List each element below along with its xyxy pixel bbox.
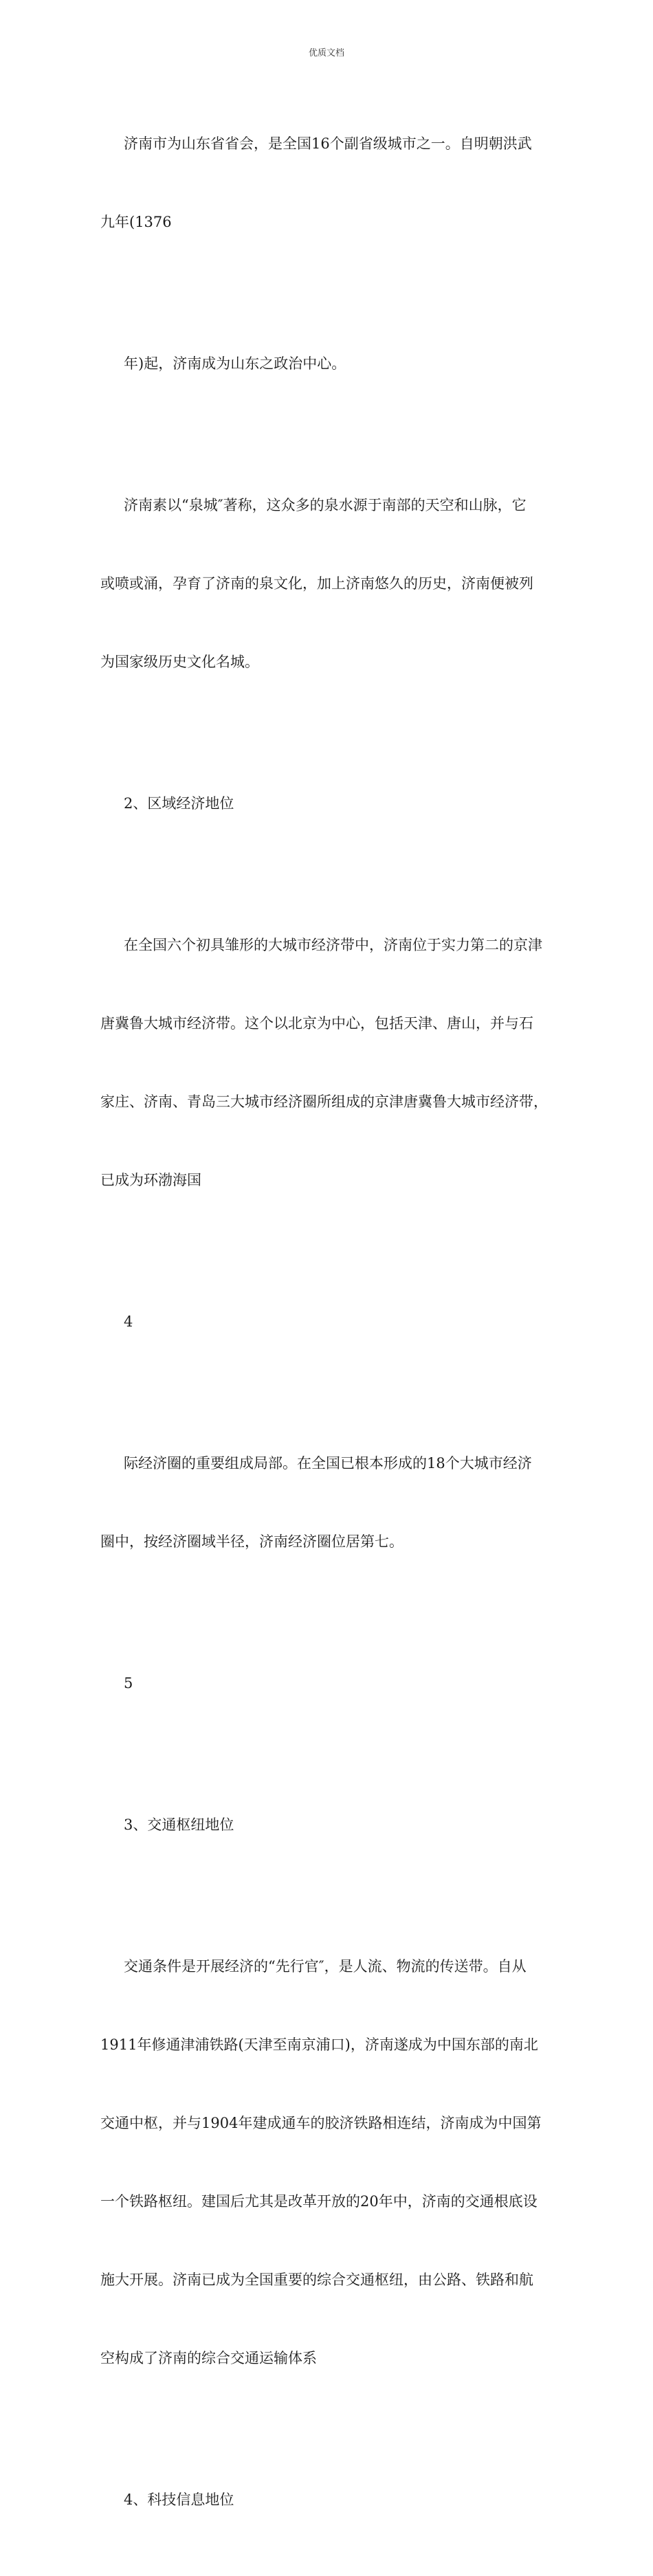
heading-text: 2、区域经济地位	[124, 795, 234, 812]
text-line: 唐冀鲁大城市经济带。这个以北京为中心，包括天津、唐山，并与石	[100, 1015, 533, 1032]
text-line: 一个铁路枢纽。建国后尤其是改革开放的20年中，济南的交通根底设	[100, 2193, 538, 2210]
text-line: 九年(1376	[100, 214, 172, 230]
page-number-marker	[100, 1618, 554, 1748]
paragraph-political-center	[100, 298, 554, 429]
text-line: 1911年修通津浦铁路(天津至南京浦口)，济南遂成为中国东部的南北	[100, 2036, 538, 2053]
text-line: 交通条件是开展经济的“先行官″，是人流、物流的传送带。自从	[124, 1958, 527, 1975]
paragraph-economic-belt	[100, 880, 554, 1245]
text-line: 为国家级历史文化名城。	[100, 654, 259, 670]
text-line: 或喷或涌，孕育了济南的泉文化，加上济南悠久的历史，济南便被列	[100, 575, 533, 592]
text-line: 年)起，济南成为山东之政治中心。	[124, 355, 346, 372]
heading-text: 4、科技信息地位	[124, 2491, 234, 2508]
section-heading-transport-hub	[100, 1759, 554, 1890]
heading-text: 3、交通枢纽地位	[124, 1817, 234, 1833]
text-line: 济南素以“泉城″著称，这众多的泉水源于南部的天空和山脉，它	[124, 497, 527, 513]
text-line: 在全国六个初具雏形的大城市经济带中，济南位于实力第二的京津	[124, 937, 542, 953]
section-heading-tech-info	[100, 2434, 554, 2565]
text-line: 际经济圈的重要组成局部。在全国已根本形成的18个大城市经济	[124, 1455, 532, 1472]
text-line: 交通中枢，并与1904年建成通车的胶济铁路相连结，济南成为中国第	[100, 2115, 542, 2131]
document-body	[100, 78, 554, 2576]
paragraph-spring-city	[100, 440, 554, 727]
paragraph-economic-circle	[100, 1398, 554, 1607]
text-line: 空构成了济南的综合交通运输体系	[100, 2350, 317, 2366]
page-number: 4	[124, 1313, 133, 1330]
text-line: 已成为环渤海国	[100, 1172, 201, 1188]
page-header: 优质文档	[308, 48, 344, 58]
paragraph-transport	[100, 1901, 554, 2423]
section-heading-regional-economy	[100, 738, 554, 869]
page-number-marker	[100, 1256, 554, 1387]
text-line: 施大开展。济南已成为全国重要的综合交通枢纽，由公路、铁路和航	[100, 2272, 533, 2288]
text-line: 家庄、济南、青岛三大城市经济圈所组成的京津唐冀鲁大城市经济带，	[100, 1093, 548, 1110]
text-line: 圈中，按经济圈域半径，济南经济圈位居第七。	[100, 1533, 403, 1550]
text-line: 济南市为山东省省会，是全国16个副省级城市之一。自明朝洪武	[124, 135, 532, 152]
paragraph-city-overview	[100, 78, 554, 287]
page-number: 5	[124, 1675, 133, 1691]
